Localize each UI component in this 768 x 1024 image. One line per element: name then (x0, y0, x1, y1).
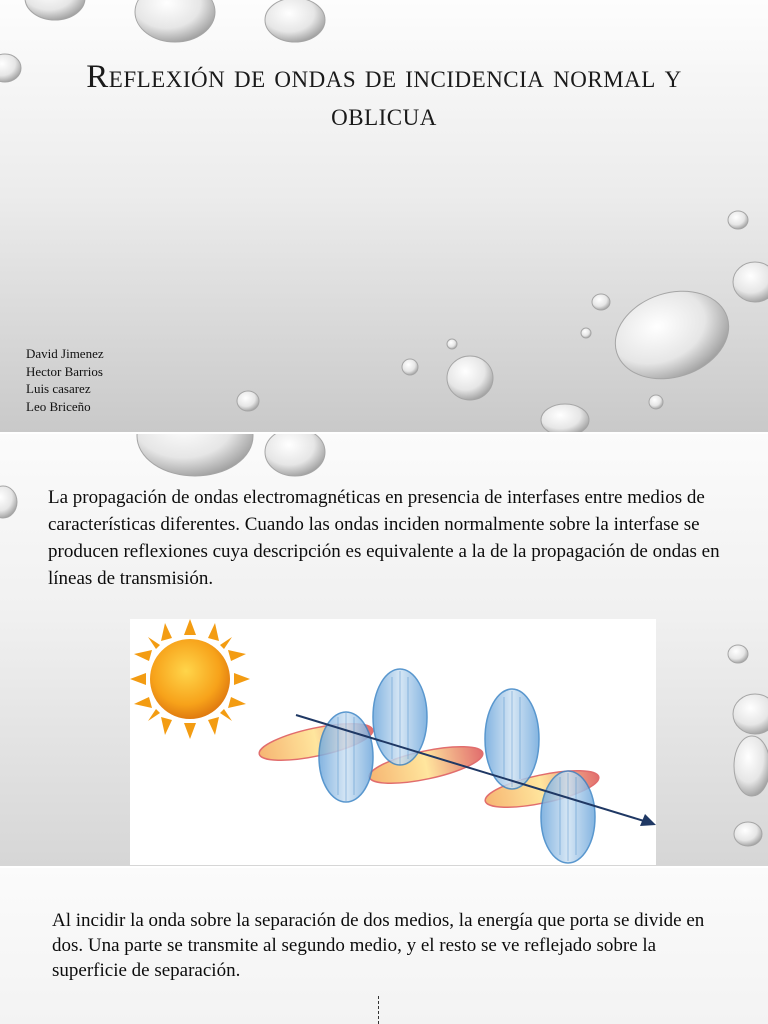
drop (25, 0, 85, 20)
drop (581, 328, 591, 338)
drop (734, 822, 762, 846)
content-slide-2 (0, 868, 768, 1024)
em-wave-diagram (130, 619, 656, 865)
drop (592, 294, 610, 310)
drop (265, 0, 325, 42)
drop (0, 54, 21, 82)
drop (237, 391, 259, 411)
drop (733, 262, 768, 302)
drop (728, 211, 748, 229)
author-name: Leo Briceño (26, 398, 91, 414)
drop (135, 0, 215, 42)
title-slide (0, 0, 768, 432)
drop (649, 395, 663, 409)
drop (447, 339, 457, 349)
drop (0, 486, 17, 518)
drop (541, 404, 589, 432)
author-name: Luis casarez (26, 381, 91, 396)
intro-paragraph: La propagación de ondas electromagnéticas en presencia de interfases entre medios de características diferentes. Cuando las ondas inciden normalmente sobre la interfase se producen reflexiones cuya descripción es equivalente a la de la propagación de ondas en líneas de transmisión. (48, 487, 720, 589)
author-list (26, 345, 104, 415)
author-name: Hector Barrios (26, 363, 103, 379)
drop (402, 359, 418, 375)
drop (265, 434, 325, 476)
drop (734, 736, 768, 796)
energy-paragraph: Al incidir la onda sobre la separación de dos medios, la energía que porta se divide en dos. Una parte se transmite al segundo medio, y el resto se ve reflejado sobre la superficie de separación. (52, 910, 705, 981)
drop (728, 645, 748, 663)
author-name: David Jimenez (26, 346, 104, 361)
drop (733, 694, 768, 734)
sun-icon (130, 619, 250, 739)
drop (604, 277, 740, 393)
drop (447, 356, 493, 400)
slide-title: Reflexión de ondas de incidencia normal y oblicua (86, 59, 682, 133)
drop (137, 434, 253, 476)
wave-illustration (130, 619, 656, 865)
dashed-divider (378, 996, 379, 1024)
content-slide-1 (0, 434, 768, 866)
